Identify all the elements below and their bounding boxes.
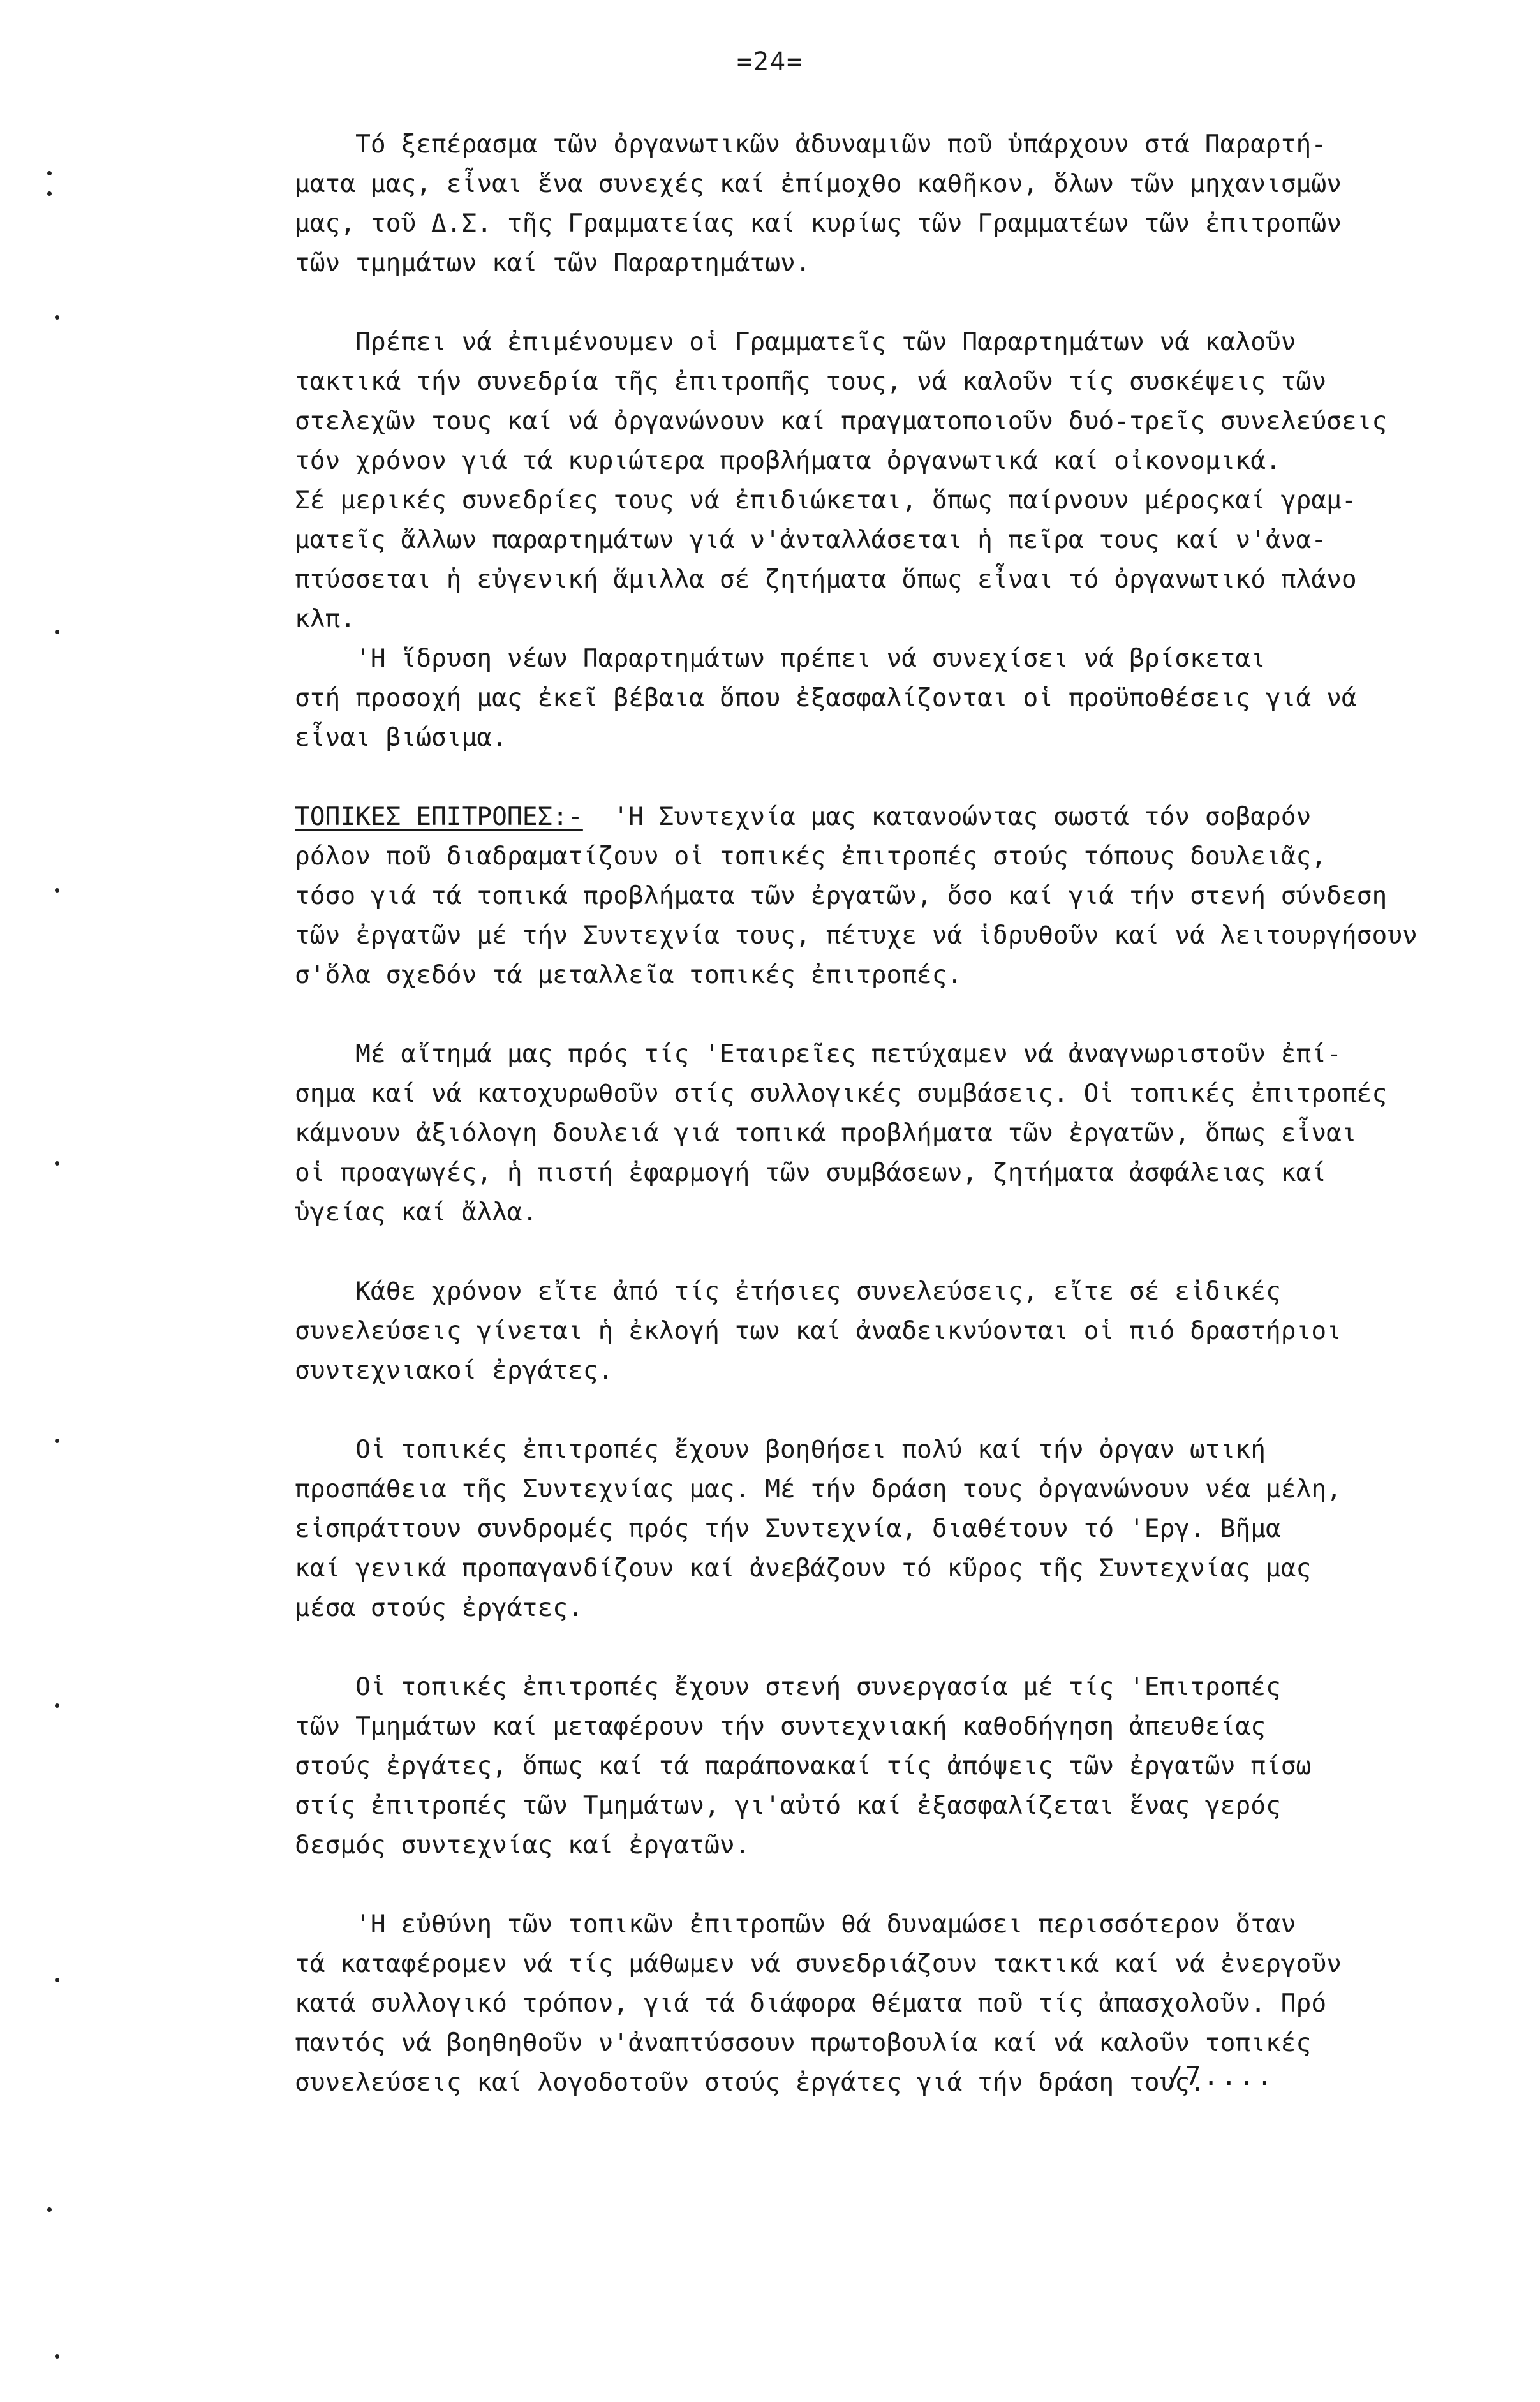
text-line: τῶν ἐργατῶν μέ τήν Συντεχνία τους, πέτυχε νά ἱδρυθοῦν καί νά λειτουργήσουν [295, 921, 1418, 950]
text-line: δεσμός συντεχνίας καί ἐργατῶν. [295, 1830, 750, 1860]
scan-speck [55, 1703, 59, 1708]
paragraph-gap [295, 1627, 1507, 1667]
paragraph-1 [295, 124, 1507, 283]
heading-line [295, 797, 1507, 836]
text-line: ματα μας, εἶναι ἕνα συνεχές καί ἐπίμοχθο καθῆκον, ὅλων τῶν μηχανισμῶν [295, 169, 1342, 198]
text-line: συνελεύσεις καί λογοδοτοῦν στούς ἐργάτες γιά τήν δράση τους. [295, 2068, 1205, 2097]
scan-speck [55, 1978, 59, 1982]
text-line: σημα καί νά κατοχυρωθοῦν στίς συλλογικές συμβάσεις. Οἱ τοπικές ἐπιτροπές [295, 1079, 1388, 1108]
text-line: καί γενικά προπαγανδίζουν καί ἀνεβάζουν τό κῦρος τῆς Συντεχνίας μας [295, 1553, 1312, 1583]
paragraph-gap [295, 283, 1507, 322]
text-line: Σέ μερικές συνεδρίες τους νά ἐπιδιώκεται, ὅπως παίρνουν μέροςκαί γραμ- [295, 486, 1357, 515]
text-line: τά καταφέρομεν νά τίς μάθωμεν νά συνεδριάζουν τακτικά καί νά ἐνεργοῦν [295, 1949, 1342, 1978]
text-line: συντεχνιακοί ἐργάτες. [295, 1356, 614, 1385]
heading-line-rest: 'Η Συντεχνία μας κατανοώντας σωστά τόν σοβαρόν [582, 802, 1312, 831]
scan-speck [55, 315, 59, 320]
paragraph-gap [295, 995, 1507, 1034]
text-line: πτύσσεται ἡ εὐγενική ἅμιλλα σέ ζητήματα ὅπως εἶναι τό ὀργανωτικό πλάνο [295, 565, 1357, 594]
page-number: =24= [736, 47, 804, 77]
text-line: παντός νά βοηθηθοῦν ν'ἀναπτύσσουν πρωτοβουλία καί νά καλοῦν τοπικές [295, 2028, 1312, 2057]
paragraph-gap [295, 1232, 1507, 1271]
scan-speck [55, 1439, 59, 1443]
paragraph-3 [295, 639, 1507, 757]
document-body [295, 124, 1507, 2102]
text-line: μας, τοῦ Δ.Σ. τῆς Γραμματείας καί κυρίως τῶν Γραμματέων τῶν ἐπιτροπῶν [295, 209, 1342, 238]
text-line: Κάθε χρόνον εἴτε ἀπό τίς ἐτήσιες συνελεύσεις, εἴτε σέ εἰδικές [295, 1277, 1281, 1306]
scan-speck [55, 1161, 59, 1166]
text-line: τῶν τμημάτων καί τῶν Παραρτημάτων. [295, 248, 811, 278]
text-line: 'Η εὐθύνη τῶν τοπικῶν ἐπιτροπῶν θά δυναμώσει περισσότερον ὅταν [295, 1909, 1296, 1939]
paragraph-6 [295, 1271, 1507, 1390]
scan-speck [55, 2354, 59, 2359]
paragraph-gap [295, 1390, 1507, 1430]
text-line: τῶν Τμημάτων καί μεταφέρουν τήν συντεχνιακή καθοδήγηση ἀπευθείας [295, 1712, 1266, 1741]
text-line: κλπ. [295, 604, 356, 634]
text-line: κάμνουν ἀξιόλογη δουλειά γιά τοπικά προβλήματα τῶν ἐργατῶν, ὅπως εἶναι [295, 1118, 1357, 1148]
paragraph-8 [295, 1667, 1507, 1865]
text-line: ὑγείας καί ἄλλα. [295, 1197, 538, 1227]
paragraph-4 [295, 797, 1507, 995]
text-line: εἶναι βιώσιμα. [295, 723, 507, 752]
text-line: στίς ἐπιτροπές τῶν Τμημάτων, γι'αὐτό καί ἐξασφαλίζεται ἕνας γερός [295, 1791, 1281, 1820]
paragraph-5 [295, 1034, 1507, 1232]
paragraph-gap [295, 757, 1507, 797]
text-line: Πρέπει νά ἐπιμένουμεν οἱ Γραμματεῖς τῶν Παραρτημάτων νά καλοῦν [295, 327, 1296, 357]
text-line: τόσο γιά τά τοπικά προβλήματα τῶν ἐργατῶν, ὅσο καί γιά τήν στενή σύνδεση [295, 881, 1388, 910]
text-line: μέσα στούς ἐργάτες. [295, 1593, 583, 1622]
text-line: ματεῖς ἄλλων παραρτημάτων γιά ν'ἀνταλλάσεται ἡ πεῖρα τους καί ν'ἀνα- [295, 525, 1327, 554]
section-heading: ΤΟΠΙΚΕΣ ΕΠΙΤΡΟΠΕΣ:- [295, 802, 583, 831]
text-line: Οἱ τοπικές ἐπιτροπές ἔχουν στενή συνεργασία μέ τίς 'Επιτροπές [295, 1672, 1281, 1701]
scan-speck [55, 888, 59, 893]
text-line: 'Η ἵδρυση νέων Παραρτημάτων πρέπει νά συνεχίσει νά βρίσκεται [295, 644, 1266, 673]
text-line: Τό ξεπέρασμα τῶν ὀργανωτικῶν ἀδυναμιῶν ποῦ ὑπάρχουν στά Παραρτή- [295, 130, 1327, 159]
text-line: οἱ προαγωγές, ἡ πιστή ἐφαρμογή τῶν συμβάσεων, ζητήματα ἀσφάλειας καί [295, 1158, 1327, 1187]
paragraph-gap [295, 1865, 1507, 1904]
text-line: εἰσπράττουν συνδρομές πρός τήν Συντεχνία, διαθέτουν τό 'Εργ. Βῆμα [295, 1514, 1281, 1543]
continuation-marker: /7.... [1167, 2062, 1275, 2091]
scan-speck [47, 171, 52, 175]
text-line: στούς ἐργάτες, ὅπως καί τά παράπονακαί τίς ἀπόψεις τῶν ἐργατῶν πίσω [295, 1751, 1312, 1781]
text-line: ρόλον ποῦ διαδραματίζουν οἱ τοπικές ἐπιτροπές στούς τόπους δουλειᾶς, [295, 841, 1327, 871]
paragraph-9 [295, 1904, 1507, 2102]
paragraph-7 [295, 1430, 1507, 1627]
scan-speck [47, 191, 52, 196]
text-line: συνελεύσεις γίνεται ἡ ἐκλογή των καί ἀναδεικνύονται οἱ πιό δραστήριοι [295, 1316, 1342, 1346]
text-line: στελεχῶν τους καί νά ὀργανώνουν καί πραγματοποιοῦν δυό-τρεῖς συνελεύσεις [295, 406, 1388, 436]
text-line: τόν χρόνον γιά τά κυριώτερα προβλήματα ὀργανωτικά καί οἰκονομικά. [295, 446, 1281, 475]
text-line: προσπάθεια τῆς Συντεχνίας μας. Μέ τήν δράση τους ὀργανώνουν νέα μέλη, [295, 1474, 1342, 1504]
paragraph-2 [295, 322, 1507, 639]
text-line: σ'ὅλα σχεδόν τά μεταλλεῖα τοπικές ἐπιτροπές. [295, 960, 963, 990]
scan-speck [55, 630, 59, 634]
text-line: κατά συλλογικό τρόπον, γιά τά διάφορα θέματα ποῦ τίς ἀπασχολοῦν. Πρό [295, 1989, 1327, 2018]
text-line: Μέ αἴτημά μας πρός τίς 'Εταιρεῖες πετύχαμεν νά ἀναγνωριστοῦν ἐπί- [295, 1039, 1342, 1069]
scan-speck [47, 2207, 52, 2212]
text-line: Οἱ τοπικές ἐπιτροπές ἔχουν βοηθήσει πολύ καί τήν ὀργαν ωτική [295, 1435, 1266, 1464]
text-line: στή προσοχή μας ἐκεῖ βέβαια ὅπου ἐξασφαλίζονται οἱ προϋποθέσεις γιά νά [295, 683, 1357, 713]
text-line: τακτικά τήν συνεδρία τῆς ἐπιτροπῆς τους, νά καλοῦν τίς συσκέψεις τῶν [295, 367, 1327, 396]
